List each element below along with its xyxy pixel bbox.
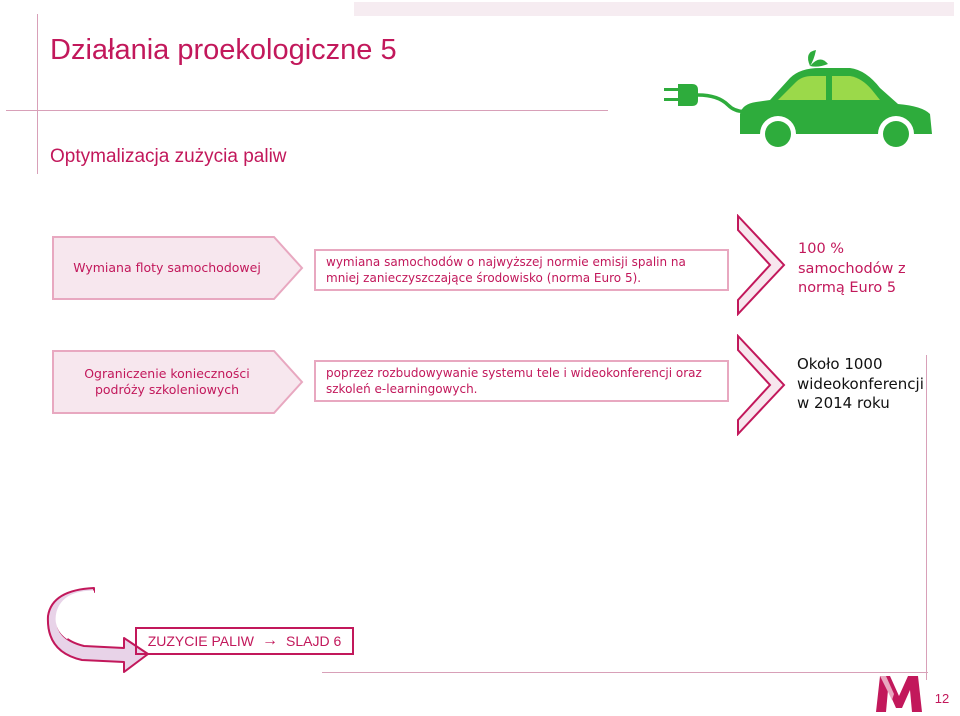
row1-result-line-1: 100 % — [798, 241, 845, 257]
row2-result-line-1: Około 1000 — [797, 355, 883, 373]
row2-chevron-icon — [736, 334, 788, 436]
row1-result — [798, 240, 928, 299]
nav-to-label: SLAJD 6 — [286, 633, 342, 649]
row1-description: wymiana samochodów o najwyższej normie emisji spalin na mniej zanieczyszczające środowisko (norma Euro 5). — [326, 254, 686, 285]
logo-m-icon — [874, 672, 924, 714]
plug-icon — [664, 84, 748, 111]
row1-description-box — [314, 249, 729, 291]
electric-car-icon — [660, 48, 960, 158]
bottom-divider — [322, 672, 928, 673]
row2-label: Ograniczenie konieczności podróży szkoleniowych — [84, 366, 250, 397]
left-divider — [37, 14, 38, 174]
row1-result-line-3: normą Euro 5 — [798, 280, 897, 297]
row2-description: poprzez rozbudowywanie systemu tele i wideokonferencji oraz szkoleń e-learningowych. — [326, 365, 702, 396]
row2-result — [797, 355, 929, 414]
row1-label: Wymiana floty samochodowej — [73, 260, 261, 276]
page-title: Działania proekologiczne 5 — [50, 34, 397, 66]
top-bar — [354, 2, 954, 16]
nav-arrow-icon: → — [262, 632, 279, 649]
row2-result-line-2: wideokonferencji — [797, 374, 924, 393]
title-divider — [6, 110, 608, 111]
row1-chevron-icon — [736, 214, 788, 316]
row2-description-box — [314, 360, 729, 402]
nav-from-label: ZUZYCIE PALIW — [147, 633, 255, 649]
row2-result-line-3: w 2014 roku — [797, 394, 890, 412]
row1-result-line-2: samochodów z — [798, 260, 906, 277]
page-subtitle: Optymalizacja zużycia paliw — [50, 146, 287, 167]
nav-link-zuzycie-paliw[interactable] — [135, 627, 354, 655]
page-number: 12 — [934, 690, 950, 706]
